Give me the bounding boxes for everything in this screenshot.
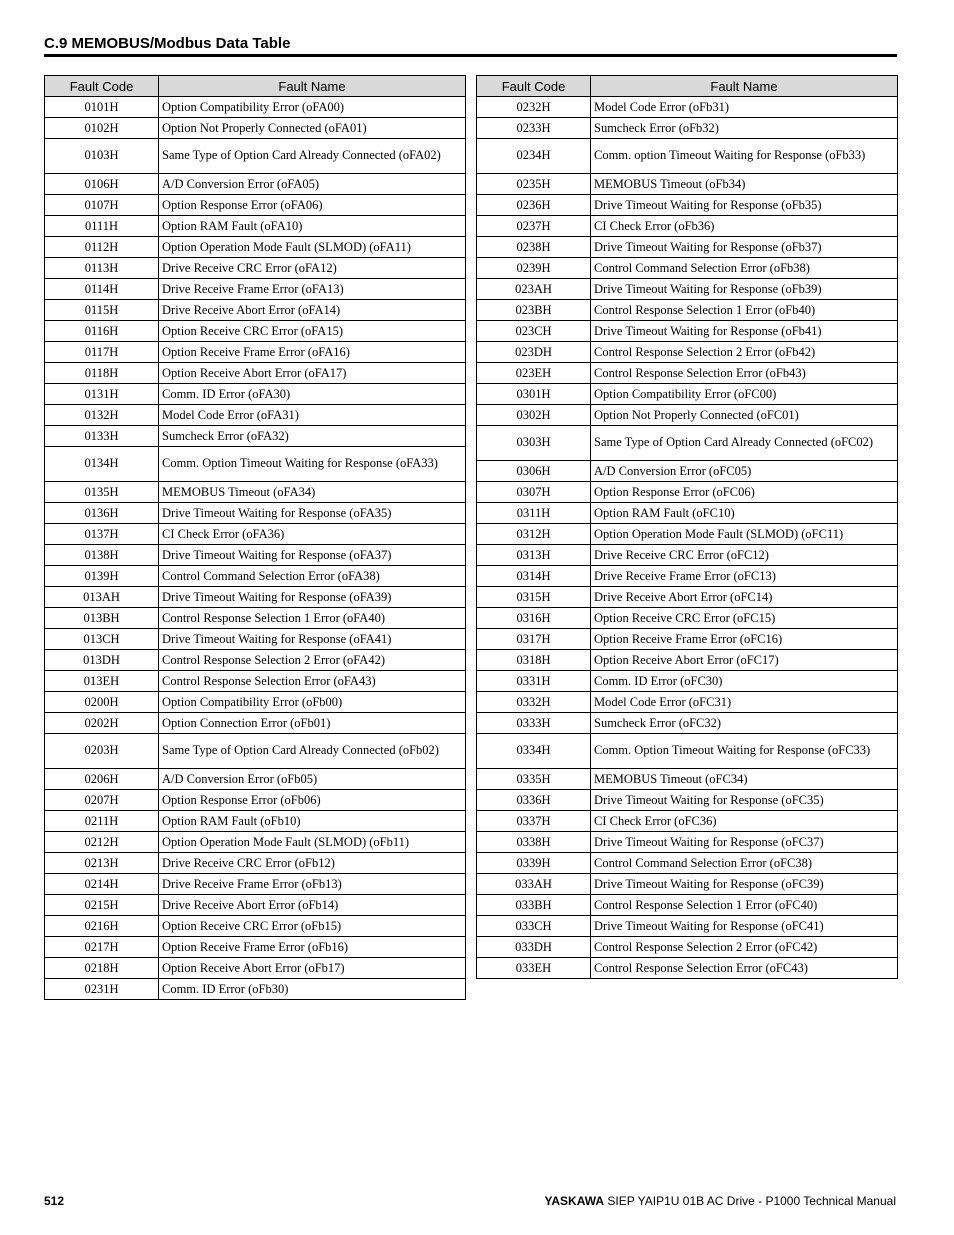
fault-name-cell: Comm. option Timeout Waiting for Response (oFb33): [591, 139, 898, 174]
table-row: [477, 384, 898, 405]
fault-name-cell: Comm. ID Error (oFb30): [159, 979, 466, 1000]
table-row: [45, 300, 466, 321]
fault-code-cell: 0315H: [477, 587, 591, 608]
fault-name-header: Fault Name: [591, 76, 898, 97]
table-row: [45, 524, 466, 545]
footer-manual: SIEP YAIP1U 01B AC Drive - P1000 Technical Manual: [607, 1194, 896, 1208]
table-row: [45, 363, 466, 384]
fault-name-cell: Drive Timeout Waiting for Response (oFb39): [591, 279, 898, 300]
fault-code-cell: 013CH: [45, 629, 159, 650]
table-row: [45, 692, 466, 713]
table-header-row: [477, 76, 898, 97]
table-row: [45, 174, 466, 195]
table-row: [477, 216, 898, 237]
fault-code-cell: 0316H: [477, 608, 591, 629]
fault-code-cell: 0107H: [45, 195, 159, 216]
fault-code-cell: 0112H: [45, 237, 159, 258]
fault-name-cell: Model Code Error (oFb31): [591, 97, 898, 118]
fault-name-cell: MEMOBUS Timeout (oFb34): [591, 174, 898, 195]
fault-code-cell: 0231H: [45, 979, 159, 1000]
fault-code-cell: 023DH: [477, 342, 591, 363]
table-row: [477, 937, 898, 958]
footer-brand: YASKAWA: [544, 1194, 605, 1208]
fault-code-cell: 0238H: [477, 237, 591, 258]
fault-code-cell: 0301H: [477, 384, 591, 405]
fault-name-cell: Drive Timeout Waiting for Response (oFA35): [159, 503, 466, 524]
fault-code-cell: 0115H: [45, 300, 159, 321]
fault-name-cell: Option Receive Abort Error (oFC17): [591, 650, 898, 671]
fault-name-cell: Control Command Selection Error (oFb38): [591, 258, 898, 279]
table-row: [477, 832, 898, 853]
table-row: [45, 832, 466, 853]
fault-name-cell: Drive Timeout Waiting for Response (oFC37): [591, 832, 898, 853]
fault-code-cell: 013DH: [45, 650, 159, 671]
table-row: [477, 195, 898, 216]
fault-name-cell: Option Compatibility Error (oFb00): [159, 692, 466, 713]
fault-code-cell: 0234H: [477, 139, 591, 174]
fault-code-cell: 023BH: [477, 300, 591, 321]
title-rule: [44, 54, 897, 57]
fault-name-cell: Control Response Selection 1 Error (oFb40): [591, 300, 898, 321]
fault-name-cell: Drive Timeout Waiting for Response (oFb37): [591, 237, 898, 258]
fault-name-cell: Control Response Selection 1 Error (oFC40): [591, 895, 898, 916]
fault-code-cell: 0207H: [45, 790, 159, 811]
fault-code-cell: 0203H: [45, 734, 159, 769]
fault-code-cell: 0237H: [477, 216, 591, 237]
fault-code-cell: 0336H: [477, 790, 591, 811]
table-row: [45, 405, 466, 426]
table-row: [477, 958, 898, 979]
fault-name-cell: Control Command Selection Error (oFC38): [591, 853, 898, 874]
table-row: [45, 790, 466, 811]
table-row: [45, 216, 466, 237]
fault-code-cell: 0135H: [45, 482, 159, 503]
fault-code-cell: 0314H: [477, 566, 591, 587]
table-row: [45, 118, 466, 139]
fault-name-cell: Option Response Error (oFC06): [591, 482, 898, 503]
fault-name-cell: Option RAM Fault (oFb10): [159, 811, 466, 832]
fault-name-cell: CI Check Error (oFb36): [591, 216, 898, 237]
table-row: [477, 587, 898, 608]
fault-code-cell: 0215H: [45, 895, 159, 916]
table-row: [477, 321, 898, 342]
table-row: [45, 937, 466, 958]
fault-code-cell: 0233H: [477, 118, 591, 139]
table-row: [477, 342, 898, 363]
fault-name-cell: Option RAM Fault (oFA10): [159, 216, 466, 237]
fault-code-cell: 0235H: [477, 174, 591, 195]
fault-name-cell: Option Receive Frame Error (oFb16): [159, 937, 466, 958]
fault-name-cell: Control Response Selection 2 Error (oFA42): [159, 650, 466, 671]
table-row: [45, 608, 466, 629]
fault-name-cell: Model Code Error (oFA31): [159, 405, 466, 426]
table-row: [45, 566, 466, 587]
table-row: [477, 279, 898, 300]
table-row: [45, 671, 466, 692]
fault-name-cell: Sumcheck Error (oFC32): [591, 713, 898, 734]
table-row: [45, 629, 466, 650]
fault-name-cell: CI Check Error (oFA36): [159, 524, 466, 545]
fault-name-cell: Comm. Option Timeout Waiting for Response (oFA33): [159, 447, 466, 482]
fault-code-cell: 0102H: [45, 118, 159, 139]
fault-name-cell: Drive Timeout Waiting for Response (oFC39): [591, 874, 898, 895]
fault-code-cell: 0101H: [45, 97, 159, 118]
fault-code-cell: 0139H: [45, 566, 159, 587]
fault-code-cell: 0206H: [45, 769, 159, 790]
fault-code-cell: 0236H: [477, 195, 591, 216]
table-row: [45, 482, 466, 503]
fault-name-cell: Option Receive Abort Error (oFb17): [159, 958, 466, 979]
fault-name-cell: Drive Timeout Waiting for Response (oFA37): [159, 545, 466, 566]
fault-name-cell: Control Response Selection Error (oFb43): [591, 363, 898, 384]
table-row: [477, 545, 898, 566]
fault-table-right-body: [477, 97, 898, 979]
fault-code-cell: 0116H: [45, 321, 159, 342]
fault-code-cell: 033CH: [477, 916, 591, 937]
fault-name-cell: Control Response Selection 2 Error (oFC42): [591, 937, 898, 958]
table-row: [477, 895, 898, 916]
fault-code-cell: 033EH: [477, 958, 591, 979]
fault-code-cell: 0106H: [45, 174, 159, 195]
table-row: [45, 503, 466, 524]
fault-name-cell: Drive Timeout Waiting for Response (oFC41): [591, 916, 898, 937]
fault-table-right: [476, 75, 898, 979]
table-row: [477, 139, 898, 174]
fault-name-cell: Option Operation Mode Fault (SLMOD) (oFb11): [159, 832, 466, 853]
fault-code-cell: 0307H: [477, 482, 591, 503]
table-row: [477, 258, 898, 279]
table-row: [477, 97, 898, 118]
fault-code-cell: 0134H: [45, 447, 159, 482]
table-row: [477, 734, 898, 769]
table-row: [45, 587, 466, 608]
fault-code-cell: 0213H: [45, 853, 159, 874]
section-title: C.9 MEMOBUS/Modbus Data Table: [44, 35, 291, 52]
table-row: [45, 769, 466, 790]
fault-code-cell: 0302H: [477, 405, 591, 426]
table-row: [45, 195, 466, 216]
fault-name-cell: Option Not Properly Connected (oFC01): [591, 405, 898, 426]
table-row: [45, 895, 466, 916]
table-row: [477, 853, 898, 874]
table-row: [45, 447, 466, 482]
fault-code-cell: 0131H: [45, 384, 159, 405]
fault-name-cell: Drive Timeout Waiting for Response (oFC35): [591, 790, 898, 811]
fault-code-cell: 013EH: [45, 671, 159, 692]
table-row: [477, 650, 898, 671]
table-row: [477, 363, 898, 384]
table-row: [477, 461, 898, 482]
table-row: [477, 671, 898, 692]
table-row: [477, 608, 898, 629]
fault-table-left: [44, 75, 466, 1000]
fault-name-cell: Option Response Error (oFA06): [159, 195, 466, 216]
fault-name-cell: Comm. Option Timeout Waiting for Response (oFC33): [591, 734, 898, 769]
table-row: [477, 405, 898, 426]
fault-code-cell: 0132H: [45, 405, 159, 426]
fault-code-cell: 0332H: [477, 692, 591, 713]
fault-code-cell: 0113H: [45, 258, 159, 279]
fault-code-cell: 0331H: [477, 671, 591, 692]
fault-code-cell: 013AH: [45, 587, 159, 608]
table-row: [45, 237, 466, 258]
fault-name-cell: Control Response Selection 1 Error (oFA40): [159, 608, 466, 629]
fault-code-cell: 0216H: [45, 916, 159, 937]
fault-name-cell: Option RAM Fault (oFC10): [591, 503, 898, 524]
fault-code-cell: 0339H: [477, 853, 591, 874]
table-row: [477, 713, 898, 734]
fault-name-cell: Option Receive Frame Error (oFC16): [591, 629, 898, 650]
fault-name-cell: Option Receive Frame Error (oFA16): [159, 342, 466, 363]
fault-name-cell: MEMOBUS Timeout (oFA34): [159, 482, 466, 503]
fault-name-cell: Drive Receive CRC Error (oFb12): [159, 853, 466, 874]
fault-code-cell: 013BH: [45, 608, 159, 629]
fault-code-cell: 0335H: [477, 769, 591, 790]
table-row: [477, 237, 898, 258]
fault-code-cell: 0133H: [45, 426, 159, 447]
fault-name-cell: Control Response Selection Error (oFA43): [159, 671, 466, 692]
fault-name-cell: Option Receive Abort Error (oFA17): [159, 363, 466, 384]
fault-code-cell: 0138H: [45, 545, 159, 566]
footer-manual-title: [544, 1194, 896, 1208]
fault-name-cell: A/D Conversion Error (oFA05): [159, 174, 466, 195]
table-row: [45, 734, 466, 769]
fault-name-cell: Same Type of Option Card Already Connected (oFC02): [591, 426, 898, 461]
fault-name-cell: Drive Receive Frame Error (oFb13): [159, 874, 466, 895]
table-row: [45, 853, 466, 874]
fault-name-cell: Option Receive CRC Error (oFb15): [159, 916, 466, 937]
table-row: [477, 811, 898, 832]
fault-code-cell: 0137H: [45, 524, 159, 545]
fault-code-cell: 0306H: [477, 461, 591, 482]
fault-code-cell: 0334H: [477, 734, 591, 769]
fault-name-cell: Drive Timeout Waiting for Response (oFb41): [591, 321, 898, 342]
table-row: [45, 321, 466, 342]
table-row: [45, 384, 466, 405]
table-row: [477, 769, 898, 790]
table-row: [45, 958, 466, 979]
table-row: [45, 279, 466, 300]
fault-name-cell: Sumcheck Error (oFb32): [591, 118, 898, 139]
table-row: [477, 118, 898, 139]
fault-name-cell: Same Type of Option Card Already Connected (oFA02): [159, 139, 466, 174]
fault-name-cell: A/D Conversion Error (oFC05): [591, 461, 898, 482]
fault-name-cell: Control Response Selection Error (oFC43): [591, 958, 898, 979]
fault-code-cell: 0317H: [477, 629, 591, 650]
table-row: [477, 503, 898, 524]
fault-code-cell: 0211H: [45, 811, 159, 832]
fault-name-cell: Drive Receive Abort Error (oFC14): [591, 587, 898, 608]
table-row: [45, 713, 466, 734]
fault-code-cell: 0303H: [477, 426, 591, 461]
fault-name-cell: CI Check Error (oFC36): [591, 811, 898, 832]
fault-name-cell: Option Operation Mode Fault (SLMOD) (oFA11): [159, 237, 466, 258]
fault-code-cell: 023CH: [477, 321, 591, 342]
table-row: [477, 916, 898, 937]
fault-code-cell: 0200H: [45, 692, 159, 713]
fault-code-header: Fault Code: [45, 76, 159, 97]
fault-name-cell: Drive Timeout Waiting for Response (oFA41): [159, 629, 466, 650]
fault-name-cell: Option Compatibility Error (oFC00): [591, 384, 898, 405]
fault-name-cell: Control Command Selection Error (oFA38): [159, 566, 466, 587]
fault-code-cell: 0338H: [477, 832, 591, 853]
table-row: [477, 300, 898, 321]
fault-code-cell: 0313H: [477, 545, 591, 566]
fault-name-cell: Comm. ID Error (oFA30): [159, 384, 466, 405]
fault-name-cell: Drive Receive Frame Error (oFC13): [591, 566, 898, 587]
fault-name-cell: Drive Timeout Waiting for Response (oFb35): [591, 195, 898, 216]
table-row: [45, 545, 466, 566]
table-row: [45, 811, 466, 832]
fault-code-cell: 0333H: [477, 713, 591, 734]
fault-name-cell: Option Connection Error (oFb01): [159, 713, 466, 734]
table-row: [45, 139, 466, 174]
fault-name-cell: Comm. ID Error (oFC30): [591, 671, 898, 692]
fault-name-cell: Option Not Properly Connected (oFA01): [159, 118, 466, 139]
fault-name-cell: Option Operation Mode Fault (SLMOD) (oFC11): [591, 524, 898, 545]
fault-code-cell: 0103H: [45, 139, 159, 174]
fault-name-cell: Model Code Error (oFC31): [591, 692, 898, 713]
fault-code-cell: 0311H: [477, 503, 591, 524]
table-row: [45, 258, 466, 279]
fault-name-cell: Drive Receive CRC Error (oFC12): [591, 545, 898, 566]
fault-code-cell: 0318H: [477, 650, 591, 671]
fault-name-cell: Drive Receive Abort Error (oFA14): [159, 300, 466, 321]
table-row: [477, 629, 898, 650]
fault-code-cell: 0114H: [45, 279, 159, 300]
fault-name-cell: A/D Conversion Error (oFb05): [159, 769, 466, 790]
fault-code-cell: 033DH: [477, 937, 591, 958]
fault-name-cell: Drive Receive Frame Error (oFA13): [159, 279, 466, 300]
table-row: [477, 482, 898, 503]
fault-code-cell: 0337H: [477, 811, 591, 832]
fault-name-cell: Option Receive CRC Error (oFA15): [159, 321, 466, 342]
fault-code-cell: 0214H: [45, 874, 159, 895]
fault-code-cell: 0212H: [45, 832, 159, 853]
fault-code-cell: 0232H: [477, 97, 591, 118]
fault-code-cell: 0118H: [45, 363, 159, 384]
fault-code-cell: 033BH: [477, 895, 591, 916]
table-row: [45, 342, 466, 363]
table-row: [45, 979, 466, 1000]
fault-code-cell: 0239H: [477, 258, 591, 279]
table-row: [45, 874, 466, 895]
fault-name-cell: Same Type of Option Card Already Connected (oFb02): [159, 734, 466, 769]
fault-table-left-body: [45, 97, 466, 1000]
fault-name-cell: Control Response Selection 2 Error (oFb42): [591, 342, 898, 363]
table-row: [45, 650, 466, 671]
fault-code-cell: 023AH: [477, 279, 591, 300]
fault-name-cell: Drive Timeout Waiting for Response (oFA39): [159, 587, 466, 608]
fault-code-cell: 0136H: [45, 503, 159, 524]
fault-name-header: Fault Name: [159, 76, 466, 97]
fault-name-cell: MEMOBUS Timeout (oFC34): [591, 769, 898, 790]
fault-code-cell: 0111H: [45, 216, 159, 237]
fault-name-cell: Drive Receive Abort Error (oFb14): [159, 895, 466, 916]
table-row: [477, 174, 898, 195]
fault-code-cell: 0312H: [477, 524, 591, 545]
fault-code-cell: 0217H: [45, 937, 159, 958]
table-row: [45, 916, 466, 937]
table-row: [477, 874, 898, 895]
table-row: [477, 524, 898, 545]
table-row: [477, 566, 898, 587]
fault-code-cell: 033AH: [477, 874, 591, 895]
fault-name-cell: Option Response Error (oFb06): [159, 790, 466, 811]
fault-name-cell: Option Compatibility Error (oFA00): [159, 97, 466, 118]
fault-code-header: Fault Code: [477, 76, 591, 97]
table-row: [477, 426, 898, 461]
fault-name-cell: Option Receive CRC Error (oFC15): [591, 608, 898, 629]
table-header-row: [45, 76, 466, 97]
table-row: [477, 790, 898, 811]
table-row: [45, 426, 466, 447]
fault-name-cell: Sumcheck Error (oFA32): [159, 426, 466, 447]
fault-code-cell: 023EH: [477, 363, 591, 384]
table-row: [45, 97, 466, 118]
fault-name-cell: Drive Receive CRC Error (oFA12): [159, 258, 466, 279]
table-row: [477, 692, 898, 713]
fault-code-cell: 0117H: [45, 342, 159, 363]
page-number: 512: [44, 1194, 65, 1208]
fault-code-cell: 0218H: [45, 958, 159, 979]
fault-code-cell: 0202H: [45, 713, 159, 734]
